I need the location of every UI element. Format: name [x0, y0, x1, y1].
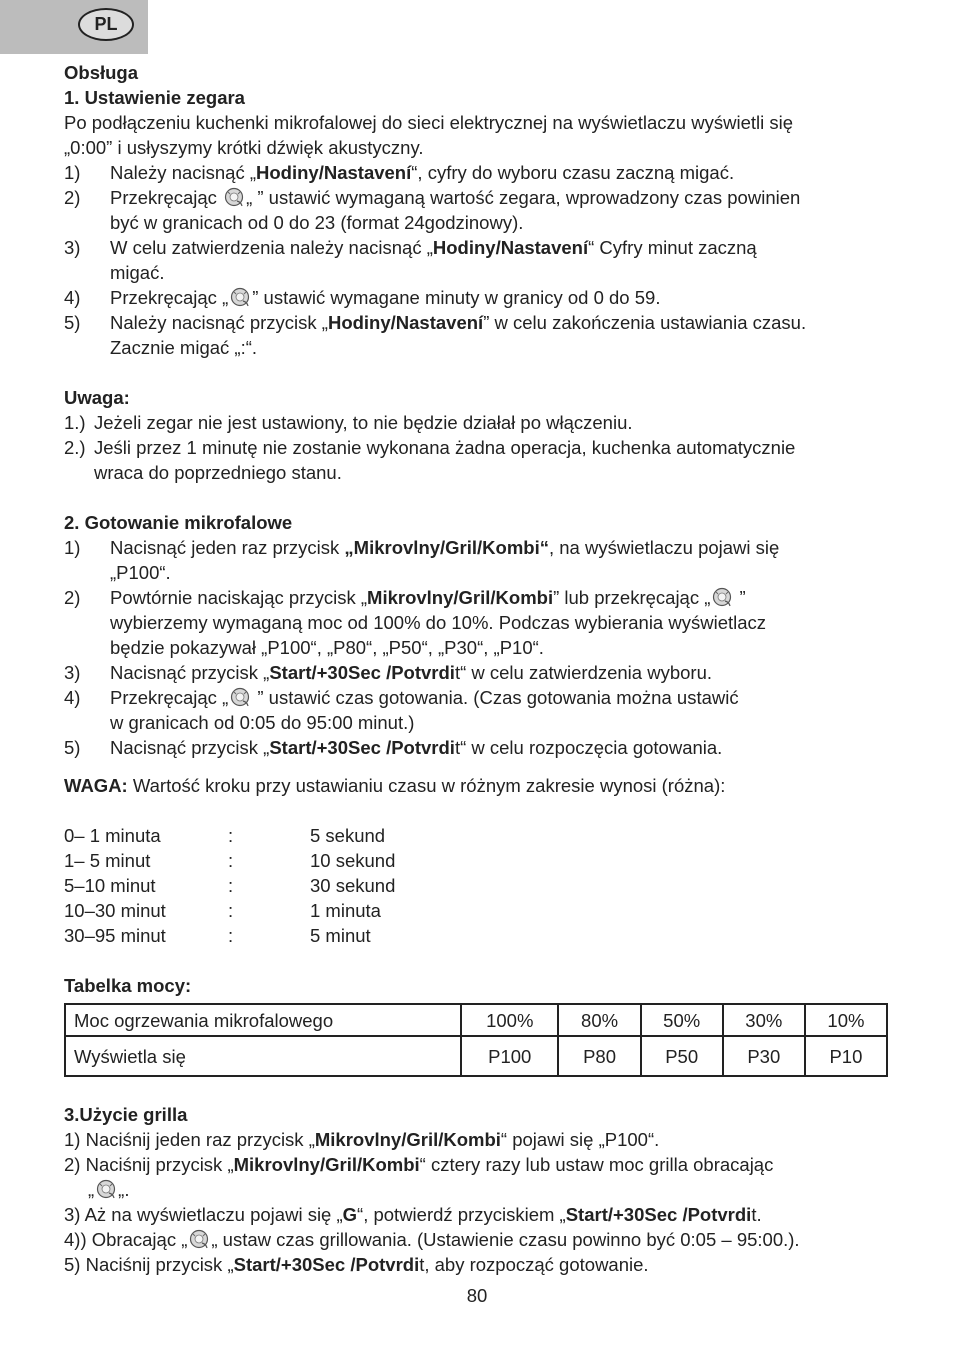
cooking-step-2: 2) Powtórnie naciskając przycisk „Mikrovlny/Gril/Kombi” lub przekręcając „ ” wybierzemy wymaganą moc od 100% do 10%. Podczas wybierania wyświetlacz będzie pokazywał „P100“, „P80“, „P50“, „P30“, „P10“. [64, 587, 767, 658]
time-step-row: 0– 1 minuta : 5 sekund [64, 825, 386, 846]
time-step-row: 10–30 minut : 1 minuta [64, 900, 381, 921]
grill-step-1: 1) Naciśnij jeden raz przycisk „Mikrovlny/Gril/Kombi“ pojawi się „P100“. [64, 1129, 660, 1150]
cooking-step-4: 4) Przekręcając „ ” ustawić czas gotowania. (Czas gotowania można ustawić w granicach od 0:05 do 95:00 minut.) [64, 687, 739, 733]
language-tab [0, 0, 148, 54]
clock-step-5: 5) Należy nacisnąć przycisk „Hodiny/Nastavení” w celu zakończenia ustawiania czasu. Zacznie migać „:“. [64, 312, 807, 358]
knob-icon [229, 286, 251, 308]
time-step-row: 30–95 minut : 5 minut [64, 925, 371, 946]
grill-title: 3.Użycie grilla [64, 1104, 188, 1125]
waga-note: WAGA: Wartość kroku przy ustawianiu czasu w różnym zakresie wynosi (różna): [64, 775, 726, 796]
clock-step-4: 4) Przekręcając „ ” ustawić wymagane minuty w granicy od 0 do 59. [64, 287, 661, 308]
language-badge: PL [78, 8, 134, 41]
clock-intro-line-2: „0:00” i usłyszymy krótki dźwięk akustyczny. [64, 137, 424, 158]
time-step-table [64, 823, 894, 948]
knob-icon [223, 186, 245, 208]
cooking-step-5: 5) Nacisnąć przycisk „Start/+30Sec /Potvrdit“ w celu rozpoczęcia gotowania. [64, 737, 723, 758]
clock-step-2: 2) Przekręcając „ ” ustawić wymaganą wartość zegara, wprowadzony czas powinien być w granicach od 0 do 23 (format 24godzinowy). [64, 187, 801, 233]
cooking-step-1: 1) Nacisnąć jeden raz przycisk „Mikrovlny/Gril/Kombi“, na wyświetlaczu pojawi się „P100“. [64, 537, 780, 583]
grill-step-4: 4)) Obracając „ „ ustaw czas grillowania. (Ustawienie czasu powinno być 0:05 – 95:00.). [64, 1229, 800, 1250]
clock-setting-title: 1. Ustawienie zegara [64, 87, 245, 108]
page-content [64, 60, 894, 1277]
power-table-row: Wyświetla się P100 P80 P50 P30 P10 [65, 1036, 887, 1076]
page-number: 80 [466, 1285, 488, 1306]
grill-step-5: 5) Naciśnij przycisk „Start/+30Sec /Potvrdit, aby rozpocząć gotowanie. [64, 1254, 649, 1275]
time-step-row: 1– 5 minut : 10 sekund [64, 850, 396, 871]
cooking-step-3: 3) Nacisnąć przycisk „Start/+30Sec /Potvrdit“ w celu zatwierdzenia wyboru. [64, 662, 713, 683]
note-2: 2.) Jeśli przez 1 minutę nie zostanie wykonana żadna operacja, kuchenka automatycznie wraca do poprzedniego stanu. [64, 437, 796, 483]
grill-step-2: 2) Naciśnij przycisk „Mikrovlny/Gril/Kombi“ cztery razy lub ustaw moc grilla obracając „ „. [64, 1154, 774, 1200]
knob-icon [229, 686, 251, 708]
note-title: Uwaga: [64, 387, 130, 408]
microwave-cooking-title: 2. Gotowanie mikrofalowe [64, 512, 293, 533]
knob-icon [95, 1178, 117, 1200]
knob-icon [188, 1228, 210, 1250]
note-1: 1.) Jeżeli zegar nie jest ustawiony, to nie będzie działał po włączeniu. [64, 412, 633, 433]
power-table-title: Tabelka mocy: [64, 975, 192, 996]
clock-intro-line-1: Po podłączeniu kuchenki mikrofalowej do sieci elektrycznej na wyświetlaczu wyświetli się [64, 112, 794, 133]
grill-step-3: 3) Aż na wyświetlaczu pojawi się „G“, potwierdź przyciskiem „Start/+30Sec /Potvrdit. [64, 1204, 762, 1225]
clock-step-3: 3) W celu zatwierdzenia należy nacisnąć „Hodiny/Nastavení“ Cyfry minut zaczną migać. [64, 237, 757, 283]
power-table-row: Moc ogrzewania mikrofalowego 100% 80% 50% 30% 10% [65, 1004, 887, 1036]
section-heading: Obsługa [64, 62, 139, 83]
time-step-row: 5–10 minut : 30 sekund [64, 875, 396, 896]
clock-step-1: 1) Należy nacisnąć „Hodiny/Nastavení“, cyfry do wyboru czasu zaczną migać. [64, 162, 735, 183]
knob-icon [711, 586, 733, 608]
power-table [64, 1003, 888, 1077]
